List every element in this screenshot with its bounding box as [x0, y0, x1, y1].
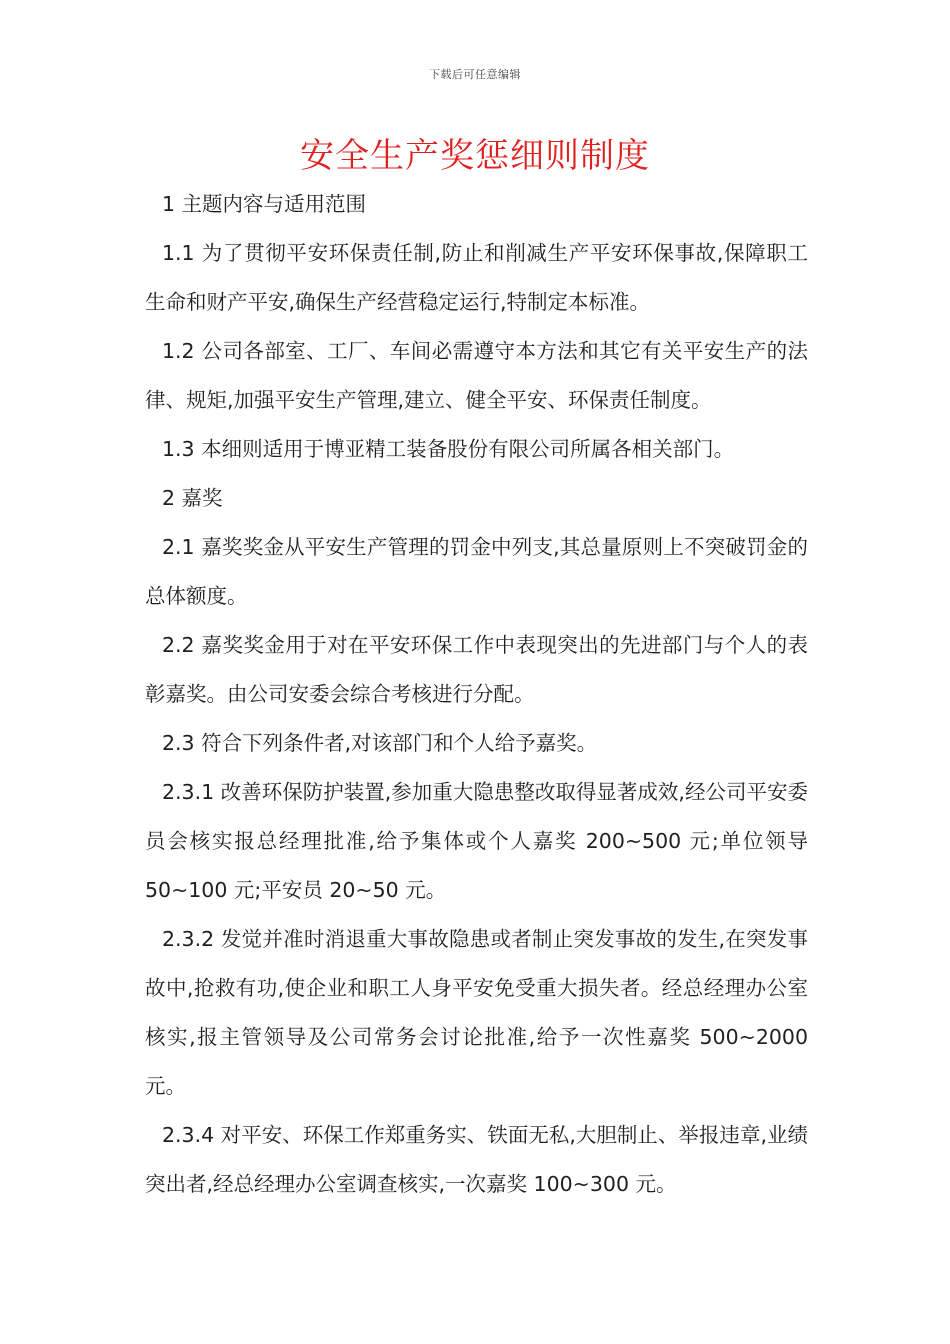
clause-paragraph: 1.2 公司各部室、工厂、车间必需遵守本方法和其它有关平安生产的法律、规矩,加强平安生产管理,建立、健全平安、环保责任制度。: [145, 339, 808, 412]
header-note: 下载后可任意编辑: [429, 68, 521, 81]
clause-paragraph: 2.3.4 对平安、环保工作郑重务实、铁面无私,大胆制止、举报违章,业绩突出者,经总经理办公室调查核实,一次嘉奖 100~300 元。: [145, 1123, 808, 1196]
clause-paragraph: 1.3 本细则适用于博亚精工装备股份有限公司所属各相关部门。: [162, 437, 735, 461]
clause-paragraph: 2.3 符合下列条件者,对该部门和个人给予嘉奖。: [162, 731, 598, 755]
section-heading: 1 主题内容与适用范围: [162, 192, 367, 216]
document-body: [145, 180, 808, 1209]
clause-paragraph: 2.1 嘉奖奖金从平安生产管理的罚金中列支,其总量原则上不突破罚金的总体额度。: [145, 535, 808, 608]
clause-paragraph: 2.2 嘉奖奖金用于对在平安环保工作中表现突出的先进部门与个人的表彰嘉奖。由公司安委会综合考核进行分配。: [145, 633, 808, 706]
clause-paragraph: 2.3.1 改善环保防护装置,参加重大隐患整改取得显著成效,经公司平安委员会核实报总经理批准,给予集体或个人嘉奖 200~500 元;单位领导 50~100 元;平安员 20~50 元。: [145, 780, 808, 902]
section-heading: 2 嘉奖: [162, 486, 223, 510]
document-title: 安全生产奖惩细则制度: [300, 136, 650, 176]
clause-paragraph: 2.3.2 发觉并准时消退重大事故隐患或者制止突发事故的发生,在突发事故中,抢救有功,使企业和职工人身平安免受重大损失者。经总经理办公室核实,报主管领导及公司常务会讨论批准,给予一次性嘉奖 500~2000 元。: [145, 927, 808, 1098]
clause-paragraph: 1.1 为了贯彻平安环保责任制,防止和削减生产平安环保事故,保障职工生命和财产平安,确保生产经营稳定运行,特制定本标准。: [145, 241, 808, 314]
